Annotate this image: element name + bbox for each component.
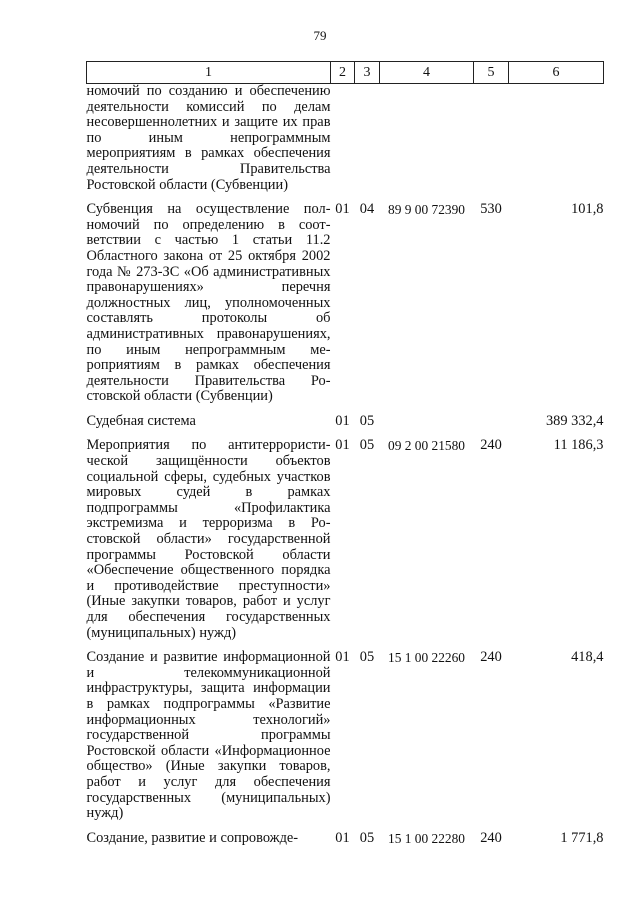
row-amount: 1 771,8 <box>560 829 604 846</box>
header-col-3: 3 <box>355 62 380 84</box>
row-target-article: 15 1 00 22260 <box>388 650 465 666</box>
row-description: Субвенция на осуществление полномочий по определению в соответствии с частью 1 статьи 11.2 Областного закона от 25 октября 2002 года № 273-ЗС «Об административных правонарушениях» перечня должностных лиц, уполномоченных составлять протоколы об административных правонарушениях, по иным непрограммным мероприятиям в рамках обеспечения деятельности Правительства Ростовской области (Субвенции) <box>86 201 331 405</box>
row-section: 01 <box>335 412 350 429</box>
table-row <box>87 414 604 430</box>
row-amount: 11 186,3 <box>553 437 604 454</box>
row-subsection: 05 <box>359 437 375 454</box>
row-section: 01 <box>335 829 350 846</box>
row-description: Создание и развитие информационной и телекоммуникационной инфраструктуры, защита информации в рамках подпрограммы «Развитие информационных технологий» государственной программы Ростовской области «Информационное общество» (Иные закупки товаров, работ и услуг для обеспечения государственных (муниципальных) нужд) <box>86 649 331 822</box>
row-target-article: 89 9 00 72390 <box>388 202 465 218</box>
row-amount: 418,4 <box>571 649 604 666</box>
table-row <box>87 831 604 847</box>
row-description: Создание, развитие и сопровожде- <box>86 829 299 846</box>
page-number: 79 <box>313 28 327 43</box>
row-subsection: 05 <box>359 649 375 666</box>
table-row <box>87 202 604 405</box>
row-expense-kind <box>474 414 509 430</box>
header-col-2: 2 <box>331 62 355 84</box>
row-amount <box>509 84 604 194</box>
table-row <box>87 84 604 194</box>
row-section <box>331 84 355 194</box>
row-target-article <box>380 414 474 430</box>
row-expense-kind: 530 <box>480 201 502 218</box>
row-subsection: 05 <box>359 829 375 846</box>
table-header-row <box>87 62 604 84</box>
row-subsection <box>355 84 380 194</box>
header-col-1: 1 <box>87 62 331 84</box>
row-section: 01 <box>335 437 350 454</box>
row-description: номочий по созданию и обеспечению деятельности комиссий по делам несовершеннолетних и защите их прав по иным непрограммным мероприятиям в рамках обеспечения деятельности Правительства Ростовской области (Субвенции) <box>86 83 331 193</box>
row-target-article <box>380 84 474 194</box>
row-subsection: 05 <box>359 412 375 429</box>
row-expense-kind: 240 <box>480 437 502 454</box>
row-expense-kind: 240 <box>480 829 502 846</box>
row-description: Мероприятия по антитеррористической защищённости объектов социальной сферы, судебных участков мировых судей в рамках подпрограммы «Профилактика экстремизма и терроризма в Ростовской области» государственной программы Ростовской области «Обеспечение общественного порядка и противодействие преступности» (Иные закупки товаров, работ и услуг для обеспечения государственных (муниципальных) нужд) <box>86 437 331 641</box>
row-description: Судебная система <box>86 412 196 429</box>
budget-table <box>86 61 604 846</box>
row-target-article: 09 2 00 21580 <box>388 438 465 454</box>
header-col-6: 6 <box>509 62 604 84</box>
row-section: 01 <box>335 201 350 218</box>
header-col-5: 5 <box>474 62 509 84</box>
row-expense-kind: 240 <box>480 649 502 666</box>
table-row <box>87 650 604 822</box>
table-row <box>87 438 604 641</box>
header-col-4: 4 <box>380 62 474 84</box>
row-expense-kind <box>474 84 509 194</box>
row-target-article: 15 1 00 22280 <box>388 830 465 846</box>
row-amount: 389 332,4 <box>545 412 604 429</box>
row-amount: 101,8 <box>571 201 604 218</box>
row-subsection: 04 <box>359 201 375 218</box>
row-section: 01 <box>335 649 350 666</box>
